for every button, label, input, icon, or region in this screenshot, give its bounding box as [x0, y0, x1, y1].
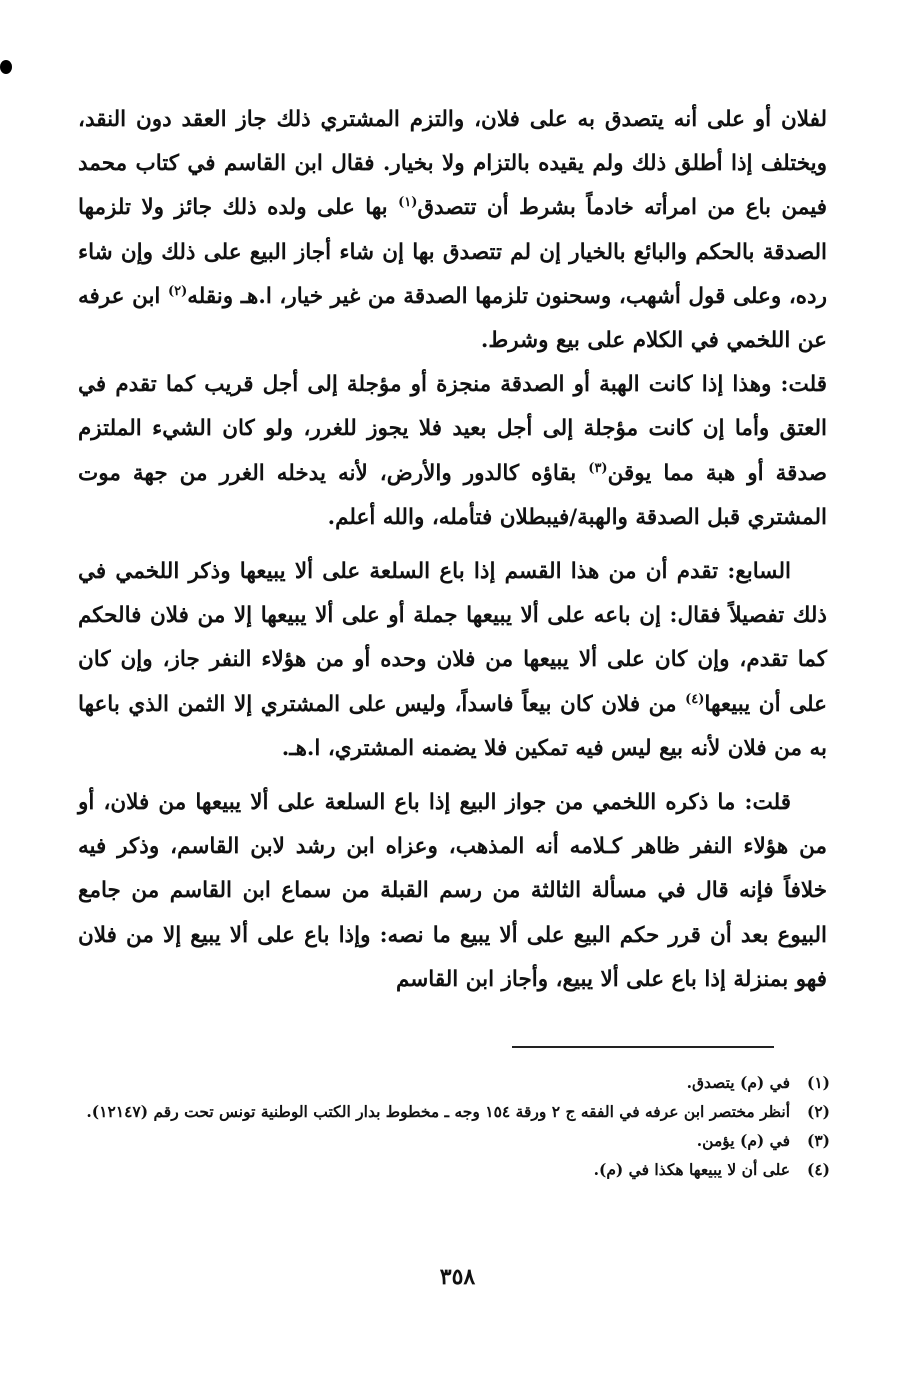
main-text	[78, 98, 827, 1002]
paragraph-3: السابع: تقدم أن من هذا القسم إذا باع السلعة على ألا يبيعها وذكر اللخمي في ذلك تفصيلاً فقال: إن باعه على ألا يبيعها جملة أو على ألا يبيعها إلا من فلان فالحكم كما تقدم، وإن كان على ألا يبيعها من فلان وحده أو من هؤلاء النفر جاز، وإن كان على أن يبيعها$^{(٤)}$ من فلان كان بيعاً فاسداً، وليس على المشتري إلا الثمن الذي باعها به من فلان لأنه بيع ليس فيه تمكين فلا يضمنه المشتري، ا.هـ.	[78, 559, 827, 761]
footnote-text: في (م) يؤمن.	[696, 1131, 790, 1150]
footnote-4	[80, 1155, 830, 1184]
footnote-text: في (م) يتصدق.	[686, 1073, 790, 1092]
paragraph-4: قلت: ما ذكره اللخمي من جواز البيع إذا باع السلعة على ألا يبيعها من فلان، أو من هؤلاء النفر ظاهر كـلامه أنه المذهب، وعزاه ابن رشد لابن القاسم، وذكر فيه خلافاً فإنه قال في مسألة الثالثة من رسم القبلة من سماع ابن القاسم من جامع البيوع بعد أن قرر حكم البيع على ألا يبيع ما نصه: وإذا باع على ألا يبيع إلا من فلان فهو بمنزلة إذا باع على ألا يبيع، وأجاز ابن القاسم	[78, 790, 827, 992]
footnote-number: (١)	[806, 1073, 830, 1092]
footnote-number: (٣)	[806, 1131, 830, 1150]
footnotes	[80, 1068, 830, 1184]
footnote-1	[80, 1068, 830, 1097]
footnote-divider	[512, 1046, 774, 1048]
paragraph-1: لفلان أو على أنه يتصدق به على فلان، والتزم المشتري ذلك جاز العقد دون النقد، ويختلف إذا أطلق ذلك ولم يقيده بالتزام ولا بخيار. فقال ابن القاسم في كتاب محمد فيمن باع من امرأته خادماً بشرط أن تتصدق$^{(١)}$ بها على ولده ذلك جائز ولا تلزمها الصدقة بالحكم والبائع بالخيار إن لم تتصدق بها إن شاء أجاز البيع على ذلك وإن شاء رده، وعلى قول أشهب، وسحنون تلزمها الصدقة من غير خيار، ا.هـ ونقله$^{(٢)}$ ابن عرفه عن اللخمي في الكلام على بيع وشرط.	[78, 107, 827, 354]
footnote-number: (٤)	[806, 1160, 830, 1179]
footnote-text: أنظر مختصر ابن عرفه في الفقه ج ٢ ورقة ١٥٤ وجه ـ مخطوط بدار الكتب الوطنية تونس تحت رقم (١٢١٤٧).	[86, 1102, 790, 1121]
page-number: ٣٥٨	[439, 1264, 476, 1290]
footnote-2	[80, 1097, 830, 1126]
footnote-ref-1[interactable]: (١)	[398, 195, 418, 211]
paragraph-2: قلت: وهذا إذا كانت الهبة أو الصدقة منجزة أو مؤجلة إلى أجل قريب كما تقدم في العتق وأما إن كانت مؤجلة إلى أجل بعيد فلا يجوز للغرر، ولو كان الشيء الملتزم صدقة أو هبة مما يوقن$^{(٣)}$ بقاؤه كالدور والأرض، لأنه يدخله الغرر من جهة موت المشتري قبل الصدقة والهبة/فيبطلان فتأمله، والله أعلم.	[78, 372, 827, 530]
footnote-ref-4[interactable]: (٤)	[685, 691, 705, 707]
footnote-number: (٢)	[806, 1102, 830, 1121]
footnote-text: على أن لا يبيعها هكذا في (م).	[593, 1160, 790, 1179]
footnote-3	[80, 1126, 830, 1155]
page-margin-dot	[0, 60, 12, 74]
footnote-ref-2[interactable]: (٢)	[167, 283, 188, 299]
footnote-ref-3[interactable]: (٣)	[588, 460, 608, 476]
